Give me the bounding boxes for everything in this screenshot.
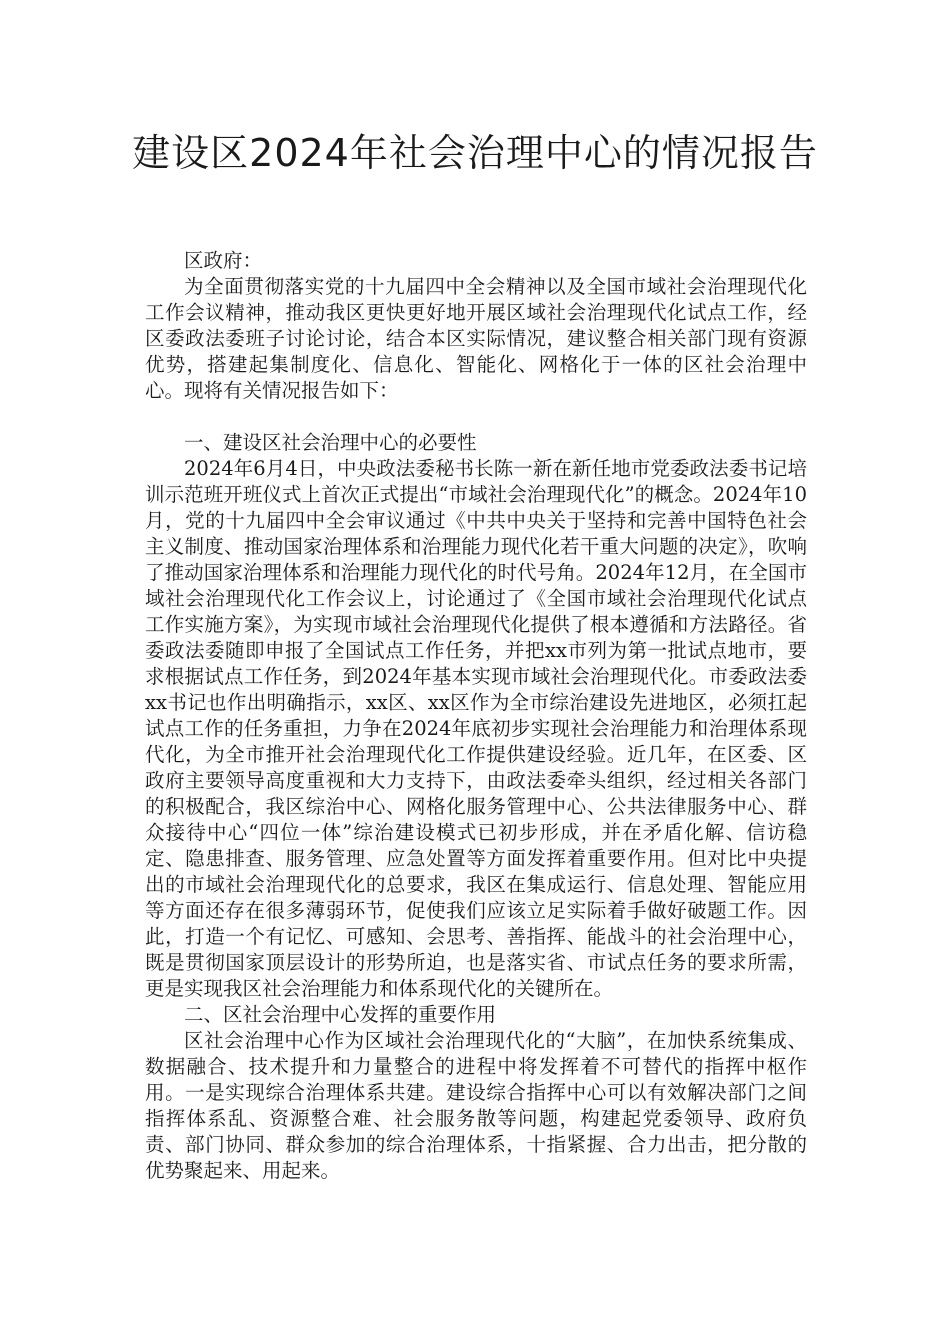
document-title: 建设区2024年社会治理中心的情况报告 bbox=[132, 131, 818, 175]
paragraph-gap bbox=[145, 404, 807, 430]
intro-paragraph: 为全面贯彻落实党的十九届四中全会精神以及全国市域社会治理现代化工作会议精神，推动我区更快更好地开展区域社会治理现代化试点工作，经区委政法委班子讨论讨论，结合本区实际情况，建议整合相关部门现有资源优势，搭建起集制度化、信息化、智能化、网格化于一体的区社会治理中心。现将有关情况报告如下： bbox=[145, 275, 807, 402]
salutation: 区政府： bbox=[184, 249, 263, 272]
section-body-1: 2024年6月4日，中央政法委秘书长陈一新在新任地市党委政法委书记培训示范班开班仪式上首次正式提出“市域社会治理现代化”的概念。2024年10月，党的十九届四中全会审议通过《中共中央关于坚持和完善中国特色社会主义制度、推动国家治理体系和治理能力现代化若干重大问题的决定》，吹响了推动国家治理体系和治理能力现代化的时代号角。2024年12月，在全国市域社会治理现代化工作会议上，讨论通过了《全国市域社会治理现代化试点工作实施方案》，为实现市域社会治理现代化提供了根本遵循和方法路径。省委政法委随即申报了全国试点工作任务，并把xx市列为第一批试点地市，要求根据试点工作任务，到2024年基本实现市域社会治理现代化。市委政法委xx书记也作出明确指示，xx区、xx区作为全市综治建设先进地区，必须扛起试点工作的任务重担，力争在2024年底初步实现社会治理能力和治理体系现代化，为全市推开社会治理现代化工作提供建设经验。近几年，在区委、区政府主要领导高度重视和大力支持下，由政法委牵头组织，经过相关各部门的积极配合，我区综治中心、网格化服务管理中心、公共法律服务中心、群众接待中心“四位一体”综治建设模式已初步形成，并在矛盾化解、信访稳定、隐患排查、服务管理、应急处置等方面发挥着重要作用。但对比中央提出的市域社会治理现代化的总要求，我区在集成运行、信息处理、智能应用等方面还存在很多薄弱环节，促使我们应该立足实际着手做好破题工作。因此，打造一个有记忆、可感知、会思考、善指挥、能战斗的社会治理中心，既是贯彻国家顶层设计的形势所迫，也是落实省、市试点任务的要求所需，更是实现我区社会治理能力和体系现代化的关键所在。 bbox=[145, 457, 807, 1000]
section-heading-2: 二、区社会治理中心发挥的重要作用 bbox=[184, 1003, 497, 1026]
section-body-2: 区社会治理中心作为区域社会治理现代化的“大脑”，在加快系统集成、数据融合、技术提升和力量整合的进程中将发挥着不可替代的指挥中枢作用。一是实现综合治理体系共建。建设综合指挥中心可以有效解决部门之间指挥体系乱、资源整合难、社会服务散等问题，构建起党委领导、政府负责、部门协同、群众参加的综合治理体系，十指紧握、合力出击，把分散的优势聚起来、用起来。 bbox=[145, 1029, 807, 1182]
section-heading-1: 一、建设区社会治理中心的必要性 bbox=[184, 431, 477, 454]
document-body bbox=[145, 248, 807, 1184]
